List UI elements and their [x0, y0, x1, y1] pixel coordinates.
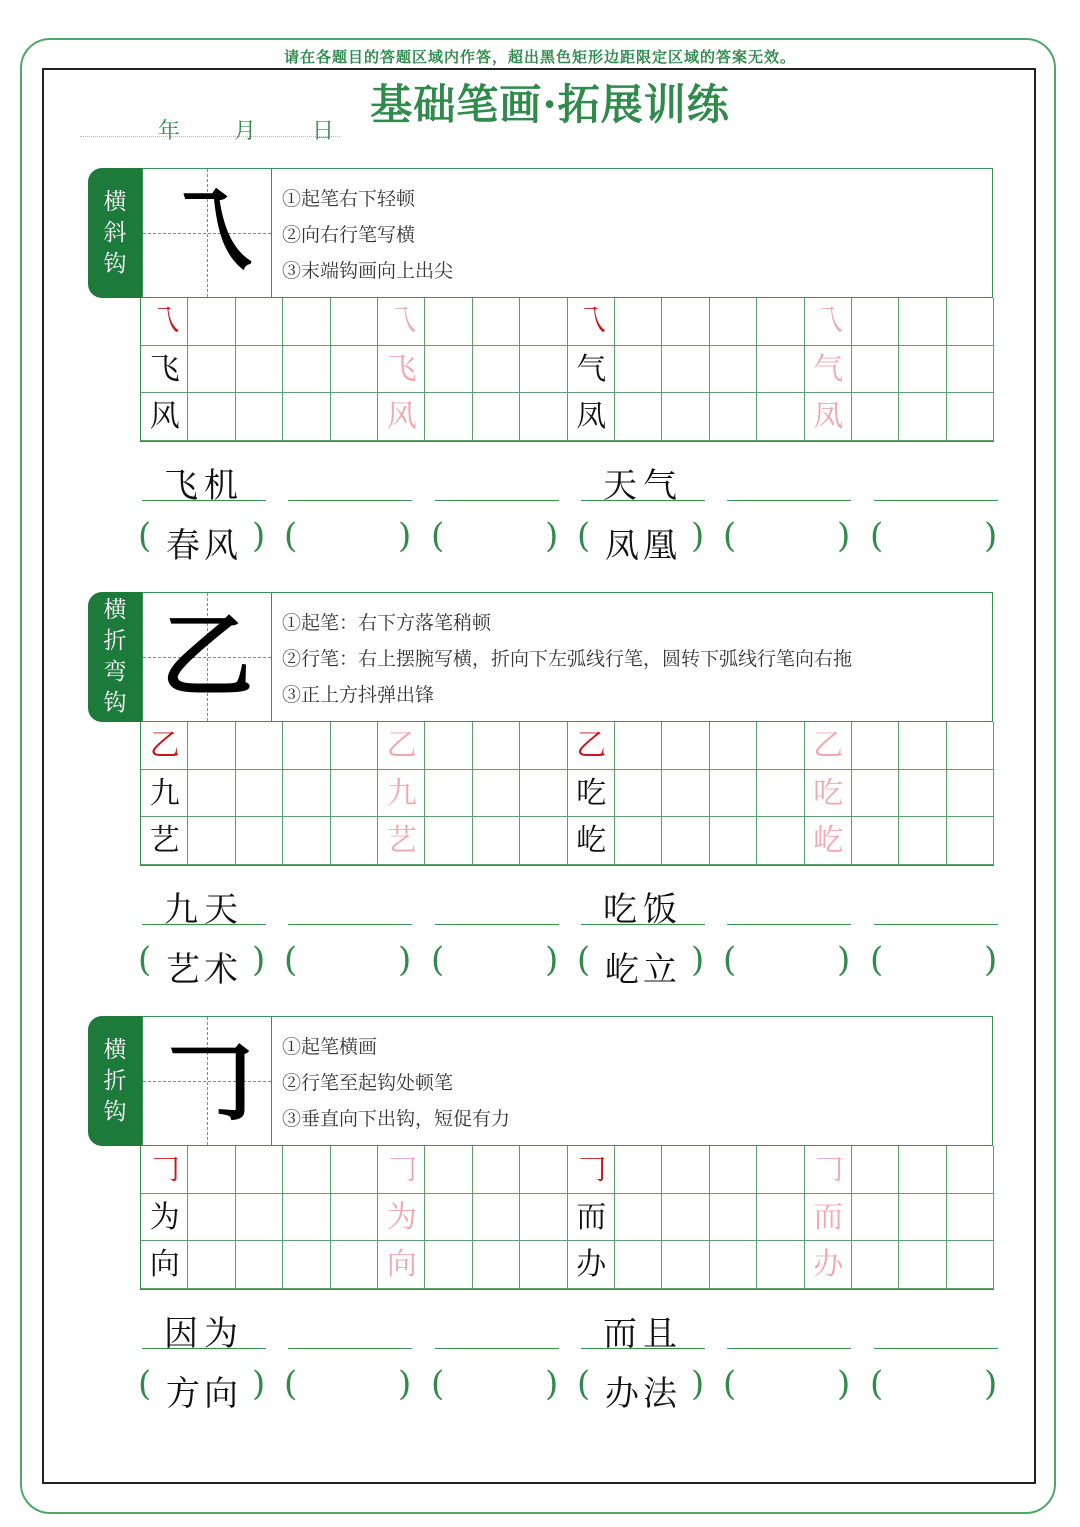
word-writing-line[interactable]: [288, 498, 412, 501]
practice-cell[interactable]: [710, 1241, 757, 1289]
practice-cell[interactable]: [662, 1194, 709, 1242]
paren-close: ): [398, 940, 412, 980]
word-writing-line[interactable]: [727, 922, 851, 925]
practice-cell[interactable]: [852, 1241, 899, 1289]
practice-cell[interactable]: [425, 1241, 472, 1289]
trace-char: 吃: [813, 775, 844, 811]
stroke-demo-box: [142, 592, 271, 722]
practice-cell[interactable]: [236, 770, 283, 818]
paren-open: (: [284, 516, 298, 556]
practice-cell[interactable]: [236, 298, 283, 346]
paren-open: (: [577, 1364, 591, 1404]
practice-cell[interactable]: [283, 393, 330, 441]
practice-cell[interactable]: [425, 393, 472, 441]
practice-cell[interactable]: [283, 770, 330, 818]
stroke-name-char: 折: [103, 1067, 127, 1094]
practice-cell[interactable]: [331, 1194, 378, 1242]
stroke-step: ③垂直向下出钩，短促有力: [282, 1108, 511, 1130]
practice-cell[interactable]: [331, 393, 378, 441]
practice-cell[interactable]: [615, 817, 662, 865]
practice-cell[interactable]: [283, 298, 330, 346]
model-char: 乁: [149, 304, 180, 339]
practice-cell[interactable]: [852, 346, 899, 394]
paren-close: ): [545, 516, 559, 556]
practice-cell[interactable]: [520, 722, 567, 770]
practice-cell[interactable]: [188, 393, 235, 441]
practice-cell[interactable]: [710, 346, 757, 394]
practice-cell[interactable]: [899, 1146, 946, 1194]
practice-cell[interactable]: [188, 1194, 235, 1242]
practice-cell[interactable]: [520, 393, 567, 441]
model-char: 办: [576, 1247, 607, 1283]
practice-cell[interactable]: [283, 722, 330, 770]
practice-cell[interactable]: [331, 1146, 378, 1194]
practice-cell[interactable]: [757, 1241, 804, 1289]
practice-cell[interactable]: [331, 298, 378, 346]
page-title: 基础笔画·拓展训练: [370, 80, 730, 129]
trace-char: 九: [386, 775, 417, 811]
practice-cell[interactable]: [236, 1194, 283, 1242]
practice-cell[interactable]: [852, 1194, 899, 1242]
practice-cell[interactable]: [852, 770, 899, 818]
model-char: 凤: [576, 399, 607, 435]
model-char: 风: [149, 399, 180, 435]
stroke-demo-box: [142, 168, 271, 298]
practice-cell[interactable]: [188, 298, 235, 346]
stroke-name-label: [88, 168, 142, 298]
paren-close: ): [691, 940, 705, 980]
practice-cell[interactable]: [615, 1146, 662, 1194]
practice-cell[interactable]: [947, 817, 994, 865]
trace-char: 飞: [386, 351, 417, 387]
trace-char: 气: [813, 351, 844, 387]
practice-cell[interactable]: [188, 817, 235, 865]
practice-cell[interactable]: [757, 1194, 804, 1242]
paren-open: (: [723, 1364, 737, 1404]
practice-cell[interactable]: [852, 393, 899, 441]
practice-cell[interactable]: [615, 770, 662, 818]
paren-open: (: [431, 1364, 445, 1404]
practice-cell[interactable]: [615, 393, 662, 441]
word-writing-line[interactable]: [435, 1346, 559, 1349]
model-char: 𠃌: [149, 1152, 180, 1187]
paren-open: (: [138, 516, 152, 556]
stroke-step: ③正上方抖弹出锋: [282, 684, 435, 706]
word-writing-line[interactable]: [288, 922, 412, 925]
practice-cell[interactable]: [757, 1146, 804, 1194]
word-writing-line[interactable]: [874, 922, 998, 925]
practice-cell[interactable]: [473, 817, 520, 865]
practice-cell[interactable]: [947, 298, 994, 346]
stroke-steps: [271, 592, 993, 722]
practice-cell[interactable]: [473, 1194, 520, 1242]
practice-cell[interactable]: [520, 1194, 567, 1242]
example-word: 而且: [603, 1314, 683, 1354]
practice-cell[interactable]: [899, 817, 946, 865]
example-word: 天气: [603, 466, 683, 506]
practice-cell[interactable]: [662, 346, 709, 394]
stroke-step: ③末端钩画向上出尖: [282, 260, 454, 282]
stroke-demo-glyph: 乁: [160, 178, 253, 286]
model-char: 乙: [576, 728, 607, 763]
practice-cell[interactable]: [188, 1146, 235, 1194]
paren-close: ): [545, 940, 559, 980]
word-writing-line[interactable]: [874, 498, 998, 501]
practice-cell[interactable]: [852, 722, 899, 770]
paren-open: (: [870, 516, 884, 556]
practice-cell[interactable]: [710, 393, 757, 441]
trace-char: 向: [386, 1247, 417, 1283]
paren-close: ): [545, 1364, 559, 1404]
model-char: 为: [149, 1199, 180, 1235]
paren-close: ): [984, 940, 998, 980]
paren-close: ): [691, 516, 705, 556]
date-year: 年: [158, 119, 181, 144]
stroke-name-label: [88, 592, 142, 722]
practice-cell[interactable]: [331, 817, 378, 865]
practice-cell[interactable]: [331, 346, 378, 394]
practice-cell[interactable]: [710, 817, 757, 865]
model-char: 屹: [576, 823, 607, 859]
practice-cell[interactable]: [947, 770, 994, 818]
practice-cell[interactable]: [615, 1194, 662, 1242]
word-writing-line[interactable]: [435, 922, 559, 925]
practice-cell[interactable]: [757, 770, 804, 818]
practice-cell[interactable]: [425, 722, 472, 770]
word-writing-line[interactable]: [727, 498, 851, 501]
practice-cell[interactable]: [899, 1194, 946, 1242]
practice-grid: [140, 1146, 994, 1290]
practice-cell[interactable]: [520, 770, 567, 818]
trace-char: 办: [813, 1247, 844, 1283]
practice-cell[interactable]: [710, 1146, 757, 1194]
word-writing-line[interactable]: [288, 1346, 412, 1349]
trace-char: 艺: [386, 823, 417, 859]
stroke-step: ②向右行笔写横: [282, 224, 416, 246]
practice-cell[interactable]: [236, 817, 283, 865]
practice-cell[interactable]: [425, 1194, 472, 1242]
paren-close: ): [398, 1364, 412, 1404]
practice-cell[interactable]: [757, 393, 804, 441]
practice-cell[interactable]: [283, 1194, 330, 1242]
trace-char: 乙: [386, 728, 417, 763]
practice-cell[interactable]: [852, 298, 899, 346]
stroke-name-char: 横: [103, 597, 127, 623]
practice-cell[interactable]: [757, 298, 804, 346]
practice-cell[interactable]: [520, 1146, 567, 1194]
practice-grid: [140, 722, 994, 866]
practice-cell[interactable]: [425, 817, 472, 865]
paren-close: ): [837, 1364, 851, 1404]
paren-close: ): [398, 516, 412, 556]
practice-cell[interactable]: [662, 722, 709, 770]
stroke-step: ①起笔横画: [282, 1036, 378, 1058]
stroke-name-char: 弯: [103, 659, 127, 685]
paren-open: (: [577, 940, 591, 980]
practice-cell[interactable]: [188, 770, 235, 818]
practice-cell[interactable]: [947, 393, 994, 441]
stroke-demo-glyph: 𠃌: [160, 1026, 253, 1134]
practice-cell[interactable]: [236, 1146, 283, 1194]
stroke-demo-glyph: 乙: [160, 602, 253, 710]
example-word: 飞机: [164, 466, 244, 506]
practice-cell[interactable]: [331, 770, 378, 818]
model-char: 飞: [149, 351, 180, 387]
practice-cell[interactable]: [947, 346, 994, 394]
stroke-name-char: 横: [103, 1036, 127, 1063]
stroke-name-char: 钩: [103, 690, 127, 716]
practice-cell[interactable]: [520, 346, 567, 394]
stroke-name-char: 钩: [103, 1098, 127, 1125]
paren-close: ): [837, 940, 851, 980]
paren-word: 办法: [605, 1374, 681, 1414]
paren-close: ): [691, 1364, 705, 1404]
trace-char: 乙: [813, 728, 844, 763]
trace-char: 凤: [813, 399, 844, 435]
example-word: 吃饭: [603, 890, 683, 930]
paren-close: ): [252, 1364, 266, 1404]
practice-cell[interactable]: [757, 817, 804, 865]
paren-open: (: [723, 940, 737, 980]
practice-cell[interactable]: [899, 393, 946, 441]
practice-cell[interactable]: [710, 770, 757, 818]
paren-word: 艺术: [166, 950, 242, 990]
stroke-name-char: 折: [103, 628, 127, 654]
practice-cell[interactable]: [473, 346, 520, 394]
stroke-name-label: [88, 1016, 142, 1146]
practice-cell[interactable]: [473, 1241, 520, 1289]
practice-cell[interactable]: [236, 722, 283, 770]
practice-cell[interactable]: [710, 1194, 757, 1242]
practice-cell[interactable]: [947, 1146, 994, 1194]
paren-open: (: [284, 1364, 298, 1404]
stroke-step: ①起笔右下轻顿: [282, 188, 416, 210]
practice-cell[interactable]: [899, 1241, 946, 1289]
practice-cell[interactable]: [473, 722, 520, 770]
example-word: 因为: [164, 1314, 244, 1354]
date-line: [80, 134, 340, 137]
practice-cell[interactable]: [710, 298, 757, 346]
practice-cell[interactable]: [899, 722, 946, 770]
practice-cell[interactable]: [283, 817, 330, 865]
practice-cell[interactable]: [331, 1241, 378, 1289]
paren-open: (: [870, 1364, 884, 1404]
practice-cell[interactable]: [852, 1146, 899, 1194]
practice-cell[interactable]: [425, 770, 472, 818]
practice-grid: [140, 298, 994, 442]
practice-cell[interactable]: [520, 298, 567, 346]
practice-cell[interactable]: [283, 1146, 330, 1194]
paren-open: (: [577, 516, 591, 556]
trace-char: 而: [813, 1199, 844, 1235]
word-writing-line[interactable]: [435, 498, 559, 501]
trace-char: 风: [386, 399, 417, 435]
model-char: 乁: [576, 304, 607, 339]
trace-char: 𠃌: [386, 1152, 417, 1187]
practice-cell[interactable]: [331, 722, 378, 770]
practice-cell[interactable]: [662, 1241, 709, 1289]
practice-cell[interactable]: [425, 298, 472, 346]
paren-close: ): [984, 1364, 998, 1404]
practice-cell[interactable]: [188, 1241, 235, 1289]
practice-cell[interactable]: [615, 722, 662, 770]
paren-word: 方向: [166, 1374, 242, 1414]
practice-cell[interactable]: [899, 770, 946, 818]
paren-word: 凤凰: [605, 526, 681, 566]
paren-open: (: [284, 940, 298, 980]
stroke-step: ②行笔：右上摆腕写横，折向下左弧线行笔，圆转下弧线行笔向右拖: [282, 648, 853, 670]
practice-cell[interactable]: [757, 722, 804, 770]
practice-cell[interactable]: [852, 817, 899, 865]
trace-char: 屹: [813, 823, 844, 859]
practice-cell[interactable]: [947, 722, 994, 770]
trace-char: 为: [386, 1199, 417, 1235]
practice-cell[interactable]: [757, 346, 804, 394]
model-char: 向: [149, 1247, 180, 1283]
answer-notice: 请在各题目的答题区域内作答，超出黑色矩形边距限定区域的答案无效。: [283, 48, 796, 66]
stroke-steps: [271, 168, 993, 298]
practice-cell[interactable]: [188, 722, 235, 770]
trace-char: 乁: [386, 304, 417, 339]
paren-open: (: [431, 516, 445, 556]
model-char: 𠃌: [576, 1152, 607, 1187]
practice-cell[interactable]: [473, 393, 520, 441]
stroke-step: ①起笔：右下方落笔稍顿: [282, 612, 492, 634]
paren-close: ): [252, 940, 266, 980]
practice-cell[interactable]: [425, 1146, 472, 1194]
practice-cell[interactable]: [662, 393, 709, 441]
example-word: 九天: [164, 890, 244, 930]
practice-cell[interactable]: [662, 1146, 709, 1194]
stroke-steps: [271, 1016, 993, 1146]
practice-cell[interactable]: [520, 1241, 567, 1289]
word-writing-line[interactable]: [727, 1346, 851, 1349]
date-day: 日: [312, 119, 335, 144]
practice-cell[interactable]: [236, 346, 283, 394]
paren-close: ): [252, 516, 266, 556]
model-char: 而: [576, 1199, 607, 1235]
paren-close: ): [984, 516, 998, 556]
practice-cell[interactable]: [710, 722, 757, 770]
model-char: 吃: [576, 775, 607, 811]
practice-cell[interactable]: [615, 346, 662, 394]
stroke-step: ②行笔至起钩处顿笔: [282, 1072, 454, 1094]
practice-cell[interactable]: [520, 817, 567, 865]
stroke-demo-box: [142, 1016, 271, 1146]
stroke-name-char: 横: [103, 188, 127, 215]
stroke-name-char: 钩: [103, 250, 127, 277]
practice-cell[interactable]: [425, 346, 472, 394]
practice-cell[interactable]: [283, 346, 330, 394]
paren-open: (: [138, 940, 152, 980]
practice-cell[interactable]: [283, 1241, 330, 1289]
trace-char: 𠃌: [813, 1152, 844, 1187]
model-char: 气: [576, 351, 607, 387]
paren-close: ): [837, 516, 851, 556]
stroke-name-char: 斜: [103, 219, 127, 246]
practice-cell[interactable]: [662, 770, 709, 818]
practice-cell[interactable]: [947, 1241, 994, 1289]
model-char: 艺: [149, 823, 180, 859]
practice-cell[interactable]: [473, 770, 520, 818]
practice-cell[interactable]: [473, 298, 520, 346]
model-char: 乙: [149, 728, 180, 763]
date-month: 月: [234, 119, 257, 144]
practice-cell[interactable]: [615, 298, 662, 346]
practice-cell[interactable]: [236, 1241, 283, 1289]
paren-word: 屹立: [605, 950, 681, 990]
word-writing-line[interactable]: [874, 1346, 998, 1349]
practice-cell[interactable]: [947, 1194, 994, 1242]
paren-open: (: [431, 940, 445, 980]
paren-open: (: [138, 1364, 152, 1404]
paren-open: (: [870, 940, 884, 980]
practice-cell[interactable]: [662, 298, 709, 346]
practice-cell[interactable]: [236, 393, 283, 441]
paren-word: 春风: [166, 526, 242, 566]
trace-char: 乁: [813, 304, 844, 339]
practice-cell[interactable]: [899, 298, 946, 346]
practice-cell[interactable]: [188, 346, 235, 394]
practice-cell[interactable]: [899, 346, 946, 394]
practice-cell[interactable]: [615, 1241, 662, 1289]
practice-cell[interactable]: [662, 817, 709, 865]
practice-cell[interactable]: [473, 1146, 520, 1194]
model-char: 九: [149, 775, 180, 811]
paren-open: (: [723, 516, 737, 556]
